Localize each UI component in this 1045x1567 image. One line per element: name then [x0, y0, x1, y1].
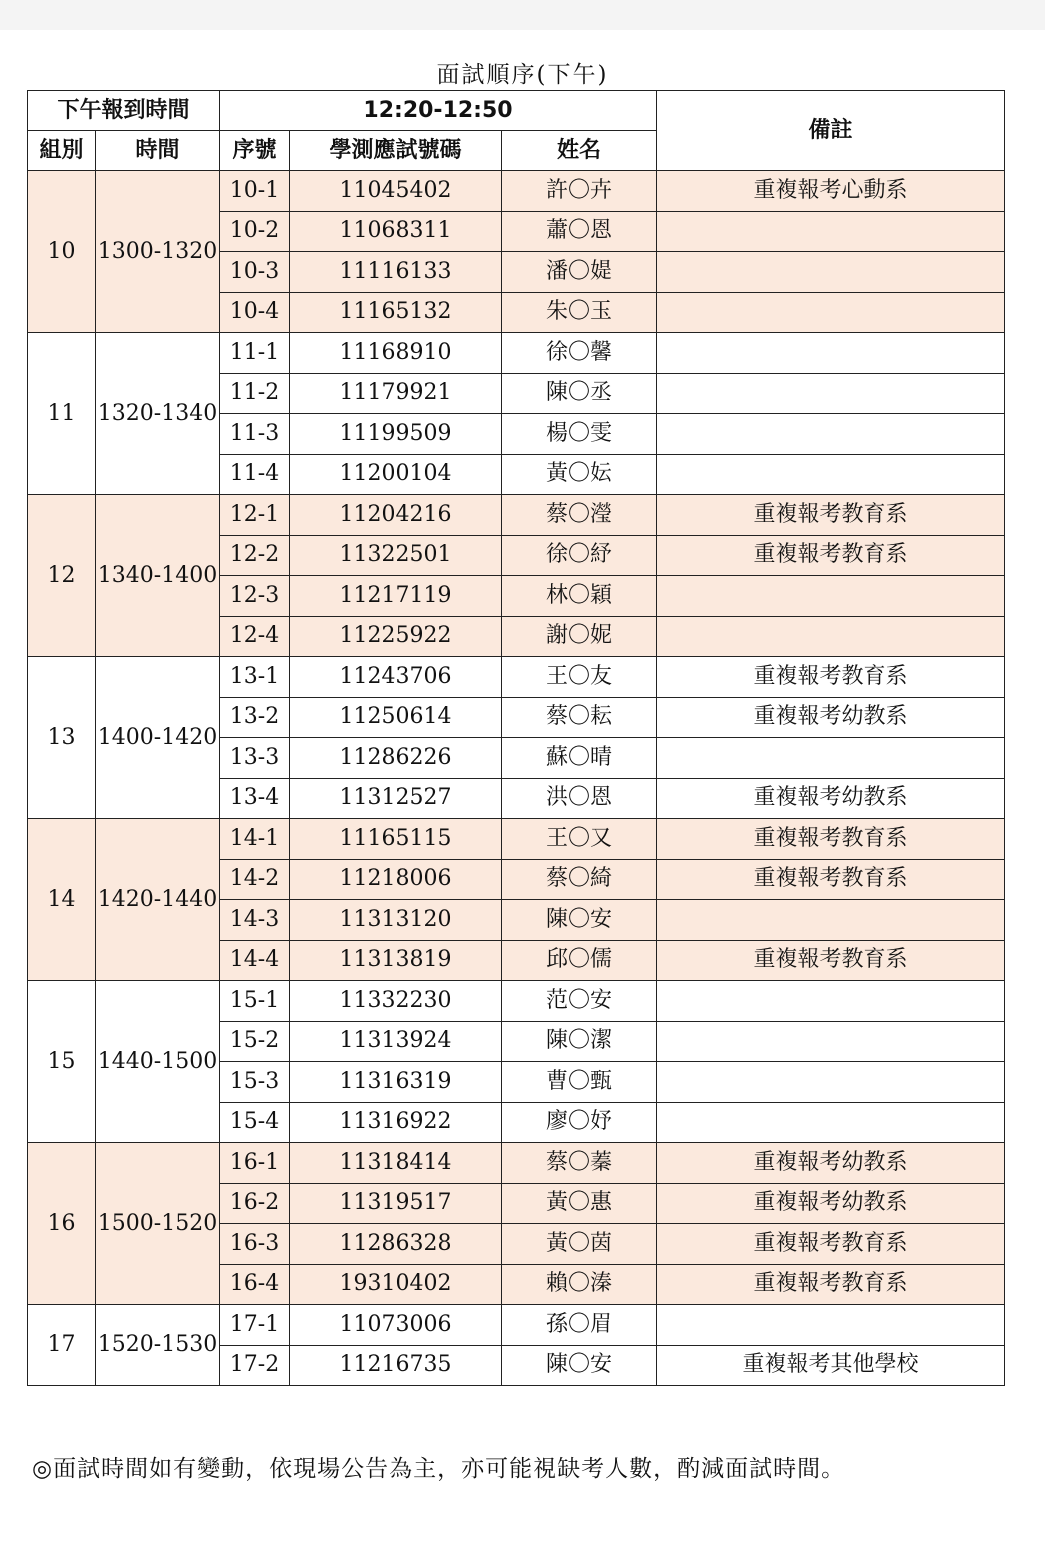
- name-cell: 楊〇雯: [502, 414, 657, 455]
- group-time-cell: 1400-1420: [96, 657, 220, 819]
- name-cell: 蔡〇耘: [502, 697, 657, 738]
- remark-cell: [657, 252, 1005, 293]
- report-time-label: 下午報到時間: [28, 91, 220, 131]
- exam-id-cell: 11165132: [290, 292, 502, 333]
- exam-id-cell: 11316319: [290, 1062, 502, 1103]
- table-row: [28, 1305, 1005, 1346]
- remark-cell: [657, 211, 1005, 252]
- exam-id-cell: 11179921: [290, 373, 502, 414]
- name-cell: 范〇安: [502, 981, 657, 1022]
- name-cell: 陳〇安: [502, 900, 657, 941]
- exam-id-cell: 11318414: [290, 1143, 502, 1184]
- name-cell: 陳〇安: [502, 1345, 657, 1386]
- table-row: [28, 495, 1005, 536]
- group-number-cell: 16: [28, 1143, 96, 1305]
- exam-id-cell: 11168910: [290, 333, 502, 374]
- seq-cell: 11-1: [220, 333, 290, 374]
- seq-cell: 15-2: [220, 1021, 290, 1062]
- col-name-header: 姓名: [502, 131, 657, 171]
- exam-id-cell: 11200104: [290, 454, 502, 495]
- col-seq-header: 序號: [220, 131, 290, 171]
- exam-id-cell: 11250614: [290, 697, 502, 738]
- group-time-cell: 1500-1520: [96, 1143, 220, 1305]
- remark-cell: [657, 738, 1005, 779]
- remarks-header: 備註: [657, 91, 1005, 171]
- seq-cell: 16-3: [220, 1224, 290, 1265]
- seq-cell: 14-1: [220, 819, 290, 860]
- exam-id-cell: 11332230: [290, 981, 502, 1022]
- seq-cell: 12-4: [220, 616, 290, 657]
- seq-cell: 11-2: [220, 373, 290, 414]
- top-band: [0, 0, 1045, 30]
- exam-id-cell: 11204216: [290, 495, 502, 536]
- seq-cell: 10-1: [220, 171, 290, 212]
- name-cell: 蕭〇恩: [502, 211, 657, 252]
- name-cell: 蘇〇晴: [502, 738, 657, 779]
- remark-cell: [657, 292, 1005, 333]
- seq-cell: 10-4: [220, 292, 290, 333]
- page-title: 面試順序(下午): [436, 62, 609, 88]
- remark-cell: [657, 1021, 1005, 1062]
- seq-cell: 17-1: [220, 1305, 290, 1346]
- name-cell: 王〇友: [502, 657, 657, 698]
- name-cell: 黃〇妘: [502, 454, 657, 495]
- footnote: ◎面試時間如有變動，依現場公告為主，亦可能視缺考人數，酌減面試時間。: [32, 1456, 846, 1482]
- seq-cell: 13-1: [220, 657, 290, 698]
- col-group-header: 組別: [28, 131, 96, 171]
- seq-cell: 12-3: [220, 576, 290, 617]
- exam-id-cell: 11218006: [290, 859, 502, 900]
- table-row: [28, 981, 1005, 1022]
- group-number-cell: 15: [28, 981, 96, 1143]
- remark-cell: 重複報考教育系: [657, 1264, 1005, 1305]
- remark-cell: 重複報考幼教系: [657, 778, 1005, 819]
- name-cell: 謝〇妮: [502, 616, 657, 657]
- remark-cell: [657, 576, 1005, 617]
- seq-cell: 10-3: [220, 252, 290, 293]
- remark-cell: 重複報考幼教系: [657, 1143, 1005, 1184]
- exam-id-cell: 11313819: [290, 940, 502, 981]
- table-row: [28, 657, 1005, 698]
- table-row: [28, 171, 1005, 212]
- seq-cell: 11-3: [220, 414, 290, 455]
- seq-cell: 10-2: [220, 211, 290, 252]
- group-number-cell: 10: [28, 171, 96, 333]
- exam-id-cell: 11312527: [290, 778, 502, 819]
- remark-cell: 重複報考教育系: [657, 535, 1005, 576]
- name-cell: 陳〇潔: [502, 1021, 657, 1062]
- remark-cell: [657, 454, 1005, 495]
- exam-id-cell: 19310402: [290, 1264, 502, 1305]
- exam-id-cell: 11319517: [290, 1183, 502, 1224]
- exam-id-cell: 11286328: [290, 1224, 502, 1265]
- remark-cell: [657, 616, 1005, 657]
- exam-id-cell: 11322501: [290, 535, 502, 576]
- remark-cell: [657, 981, 1005, 1022]
- seq-cell: 17-2: [220, 1345, 290, 1386]
- exam-id-cell: 11068311: [290, 211, 502, 252]
- name-cell: 潘〇媞: [502, 252, 657, 293]
- schedule-table: [27, 90, 1005, 1386]
- remark-cell: [657, 333, 1005, 374]
- remark-cell: 重複報考教育系: [657, 859, 1005, 900]
- schedule-body: [28, 91, 1005, 1386]
- group-number-cell: 11: [28, 333, 96, 495]
- name-cell: 蔡〇瀅: [502, 495, 657, 536]
- remark-cell: 重複報考教育系: [657, 495, 1005, 536]
- remark-cell: 重複報考其他學校: [657, 1345, 1005, 1386]
- exam-id-cell: 11316922: [290, 1102, 502, 1143]
- remark-cell: 重複報考教育系: [657, 819, 1005, 860]
- exam-id-cell: 11286226: [290, 738, 502, 779]
- seq-cell: 13-2: [220, 697, 290, 738]
- table-row: [28, 333, 1005, 374]
- seq-cell: 12-1: [220, 495, 290, 536]
- col-id-header: 學測應試號碼: [290, 131, 502, 171]
- remark-cell: [657, 373, 1005, 414]
- remark-cell: [657, 1102, 1005, 1143]
- group-number-cell: 12: [28, 495, 96, 657]
- exam-id-cell: 11199509: [290, 414, 502, 455]
- name-cell: 蔡〇綺: [502, 859, 657, 900]
- seq-cell: 14-2: [220, 859, 290, 900]
- exam-id-cell: 11217119: [290, 576, 502, 617]
- seq-cell: 16-4: [220, 1264, 290, 1305]
- name-cell: 曹〇甄: [502, 1062, 657, 1103]
- group-time-cell: 1300-1320: [96, 171, 220, 333]
- remark-cell: [657, 1062, 1005, 1103]
- seq-cell: 16-2: [220, 1183, 290, 1224]
- exam-id-cell: 11216735: [290, 1345, 502, 1386]
- group-time-cell: 1420-1440: [96, 819, 220, 981]
- group-number-cell: 14: [28, 819, 96, 981]
- exam-id-cell: 11243706: [290, 657, 502, 698]
- exam-id-cell: 11225922: [290, 616, 502, 657]
- name-cell: 廖〇妤: [502, 1102, 657, 1143]
- group-number-cell: 13: [28, 657, 96, 819]
- group-time-cell: 1340-1400: [96, 495, 220, 657]
- exam-id-cell: 11313120: [290, 900, 502, 941]
- name-cell: 王〇又: [502, 819, 657, 860]
- name-cell: 洪〇恩: [502, 778, 657, 819]
- remark-cell: 重複報考幼教系: [657, 697, 1005, 738]
- name-cell: 黃〇惠: [502, 1183, 657, 1224]
- name-cell: 蔡〇蓁: [502, 1143, 657, 1184]
- name-cell: 林〇穎: [502, 576, 657, 617]
- seq-cell: 15-1: [220, 981, 290, 1022]
- remark-cell: [657, 900, 1005, 941]
- seq-cell: 16-1: [220, 1143, 290, 1184]
- name-cell: 許〇卉: [502, 171, 657, 212]
- name-cell: 徐〇紓: [502, 535, 657, 576]
- seq-cell: 14-4: [220, 940, 290, 981]
- seq-cell: 13-3: [220, 738, 290, 779]
- seq-cell: 13-4: [220, 778, 290, 819]
- name-cell: 邱〇儒: [502, 940, 657, 981]
- name-cell: 朱〇玉: [502, 292, 657, 333]
- group-time-cell: 1520-1530: [96, 1305, 220, 1386]
- group-time-cell: 1440-1500: [96, 981, 220, 1143]
- remark-cell: 重複報考教育系: [657, 940, 1005, 981]
- group-time-cell: 1320-1340: [96, 333, 220, 495]
- table-row: [28, 1143, 1005, 1184]
- exam-id-cell: 11116133: [290, 252, 502, 293]
- table-row: [28, 819, 1005, 860]
- name-cell: 孫〇眉: [502, 1305, 657, 1346]
- name-cell: 黃〇茵: [502, 1224, 657, 1265]
- name-cell: 徐〇馨: [502, 333, 657, 374]
- remark-cell: 重複報考教育系: [657, 1224, 1005, 1265]
- report-time-value: 12:20-12:50: [220, 91, 657, 131]
- name-cell: 陳〇丞: [502, 373, 657, 414]
- remark-cell: [657, 414, 1005, 455]
- group-number-cell: 17: [28, 1305, 96, 1386]
- name-cell: 賴〇溱: [502, 1264, 657, 1305]
- seq-cell: 14-3: [220, 900, 290, 941]
- seq-cell: 12-2: [220, 535, 290, 576]
- exam-id-cell: 11073006: [290, 1305, 502, 1346]
- exam-id-cell: 11045402: [290, 171, 502, 212]
- seq-cell: 15-4: [220, 1102, 290, 1143]
- exam-id-cell: 11313924: [290, 1021, 502, 1062]
- seq-cell: 11-4: [220, 454, 290, 495]
- remark-cell: 重複報考幼教系: [657, 1183, 1005, 1224]
- remark-cell: 重複報考教育系: [657, 657, 1005, 698]
- col-time-header: 時間: [96, 131, 220, 171]
- remark-cell: [657, 1305, 1005, 1346]
- seq-cell: 15-3: [220, 1062, 290, 1103]
- remark-cell: 重複報考心動系: [657, 171, 1005, 212]
- exam-id-cell: 11165115: [290, 819, 502, 860]
